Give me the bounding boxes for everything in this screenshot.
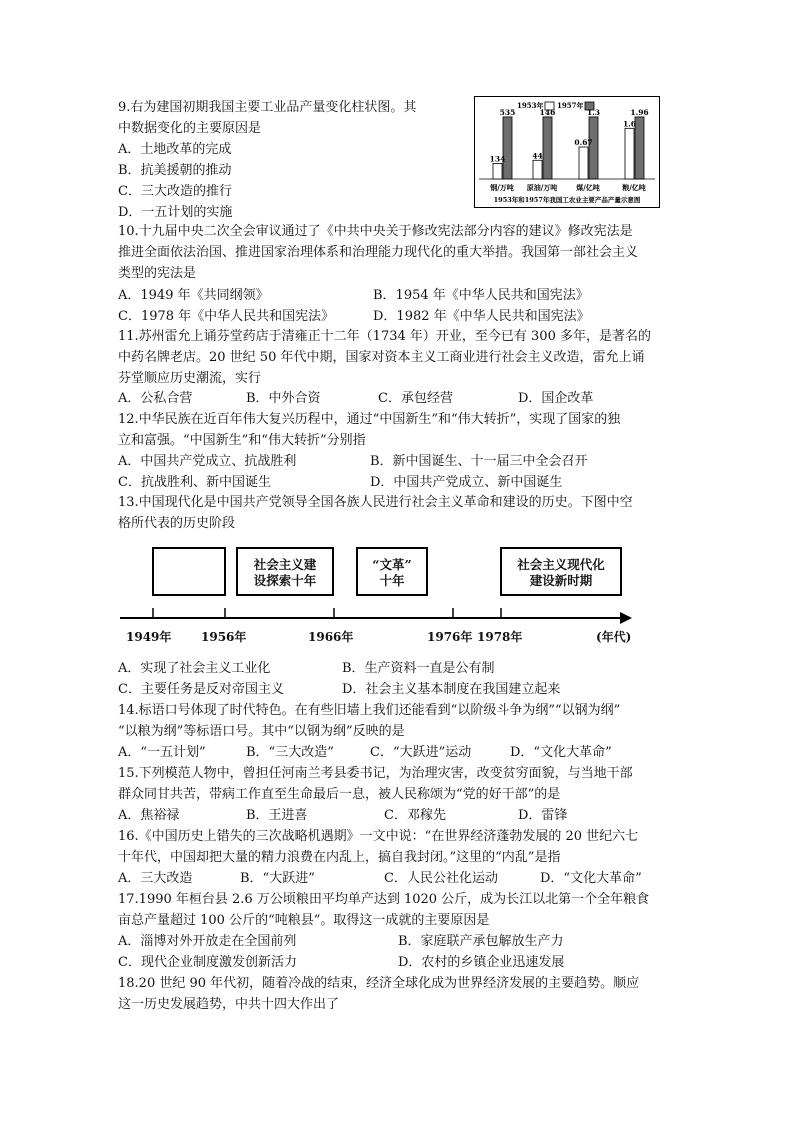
q15-stem-line-2: 群众同甘共苦，带病工作直至生命最后一息，被人民称颂为“党的好干部”的是: [118, 787, 561, 802]
q13-stem-line-2: 格所代表的历史阶段: [118, 516, 236, 531]
q11-option-b: B．中外合资: [246, 391, 321, 406]
timeline-box-exploration-line-1: 社会主义建: [253, 557, 317, 572]
timeline-box-exploration-line-2: 设探索十年: [253, 573, 317, 588]
q12-option-a: A．中国共产党成立、抗战胜利: [118, 454, 297, 469]
q16-stem-line-1: 16.《中国历史上错失的三次战略机遇期》一文中说：“在世界经济蓬勃发展的 20 世纪六七: [118, 829, 639, 844]
q18-stem-line-2: 这一历史发展趋势，中共十四大作出了: [118, 997, 340, 1012]
timeline-year-1966: 1966年: [308, 630, 354, 644]
q16-option-a: A．三大改造: [118, 871, 193, 886]
q10-stem-line-1: 10.十九届中央二次全会审议通过了《中共中央关于修改宪法部分内容的建议》修改宪法是: [118, 224, 633, 239]
legend-label-1957: 1957年: [557, 101, 584, 110]
q15-option-c: C．邓稼先: [384, 808, 446, 823]
q18-stem-line-1: 18.20 世纪 90 年代初，随着冷战的结束，经济全球化成为世界经济发展的主要趋势。顺应: [118, 976, 640, 991]
q15-stem-line-1: 15.下列模范人物中，曾担任河南兰考县委书记，为治理灾害，改变贫穷面貌，与当地干部: [118, 766, 633, 781]
data-label-1953-2: 0.67: [574, 138, 593, 148]
q14-option-a: A．“一五计划”: [118, 745, 206, 760]
q13-option-b: B．生产资料一直是公有制: [342, 661, 495, 676]
timeline-axis: [118, 606, 638, 626]
bar-1953-2: [579, 147, 588, 179]
q10-option-b: B．1954 年《中华人民共和国宪法》: [373, 288, 589, 303]
q14-option-c: C．“大跃进”运动: [370, 745, 472, 760]
timeline-box-new-period-line-2: 建设新时期: [529, 573, 593, 588]
q15-option-a: A．焦裕禄: [118, 808, 180, 823]
category-label-3: 粮/亿吨: [622, 183, 646, 192]
category-label-2: 煤/亿吨: [576, 183, 600, 192]
q17-option-d: D．农村的乡镇企业迅速发展: [398, 955, 565, 970]
q10-option-d: D．1982 年《中华人民共和国宪法》: [373, 309, 590, 324]
timeline-unit-label: (年代): [596, 630, 632, 644]
q12-option-d: D．中国共产党成立、新中国诞生: [370, 475, 563, 490]
bar-1957-2: [589, 117, 598, 179]
bar-1957-3: [635, 117, 644, 179]
data-label-1953-1: 44: [532, 151, 543, 161]
q13-option-d: D．社会主义基本制度在我国建立起来: [342, 682, 561, 697]
q10-stem-line-3: 类型的宪法是: [118, 266, 197, 281]
data-label-1953-0: 134: [489, 154, 506, 164]
q13-option-a: A．实现了社会主义工业化: [118, 661, 271, 676]
q16-option-b: B．“大跃进”: [240, 871, 315, 886]
q13-option-c: C．主要任务是反对帝国主义: [118, 682, 284, 697]
q11-option-a: A．公私合营: [118, 391, 193, 406]
q14-stem-line-1: 14.标语口号体现了时代特色。在有些旧墙上我们还能看到“以阶级斗争为纲”“以钢为纲”: [118, 703, 621, 718]
q9-stem-line-1: 9.右为建国初期我国主要工业品产量变化柱状图。其: [118, 100, 417, 115]
timeline-year-1949: 1949年: [126, 630, 172, 644]
timeline-box-new-period: [500, 547, 622, 596]
timeline-box-cultural-revolution: [356, 547, 428, 596]
q14-stem-line-2: “以粮为纲”等标语口号。其中“以钢为纲”反映的是: [118, 724, 405, 739]
data-label-1953-3: 1.6: [622, 119, 637, 129]
q14-option-b: B．“三大改造”: [246, 745, 334, 760]
q11-option-c: C．承包经营: [378, 391, 453, 406]
q10-option-c: C．1978 年《中华人民共和国宪法》: [118, 309, 335, 324]
q15-option-d: D．雷锋: [518, 808, 568, 823]
q16-stem-line-2: 十年代，中国却把大量的精力浪费在内乱上，搞自我封闭。”这里的“内乱”是指: [118, 850, 561, 865]
bar-1957-0: [503, 117, 512, 179]
timeline-box-exploration: [236, 547, 334, 596]
q17-option-b: B．家庭联产承包解放生产力: [398, 934, 564, 949]
q9-stem-line-2: 中数据变化的主要原因是: [118, 121, 262, 136]
q13-stem-line-1: 13.中国现代化是中国共产党领导全国各族人民进行社会主义革命和建设的历史。下图中空: [118, 495, 633, 510]
legend-label-1953: 1953年: [517, 101, 544, 110]
data-label-1957-0: 535: [499, 107, 516, 117]
q14-option-d: D．“文化大革命”: [510, 745, 612, 760]
q10-stem-line-2: 推进全面依法治国、推进国家治理体系和治理能力现代化的重大举措。我国第一部社会主义: [118, 245, 639, 260]
chart-title: 1953年和1957年我国工农业主要产品产量示意图: [493, 196, 641, 204]
data-label-1957-2: 1.3: [586, 107, 601, 117]
bar-1957-1: [543, 117, 552, 179]
q9-option-d: D．一五计划的实施: [118, 205, 233, 220]
q12-option-c: C．抗战胜利、新中国诞生: [118, 475, 271, 490]
timeline-year-1976: 1976年: [427, 630, 473, 644]
q16-option-d: D．“文化大革命”: [540, 871, 642, 886]
q11-stem-line-1: 11.苏州雷允上诵芬堂药店于清雍正十二年（1734 年）开业，至今已有 300 多年，是著名的: [118, 329, 651, 344]
q17-stem-line-1: 17.1990 年桓台县 2.6 万公顷粮田平均单产达到 1020 公斤，成为长江以北第一个全年粮食: [118, 892, 650, 907]
q17-option-c: C．现代企业制度激发创新活力: [118, 955, 297, 970]
production-bar-chart: [474, 96, 660, 208]
q12-stem-line-2: 立和富强。“中国新生”和“伟大转折”分别指: [118, 433, 366, 448]
timeline-box-cr-line-2: 十年: [379, 573, 405, 588]
category-label-1: 原油/万吨: [526, 183, 558, 192]
data-label-1957-1: 146: [539, 107, 556, 117]
q16-option-c: C．人民公社化运动: [384, 871, 498, 886]
category-label-0: 钢/万吨: [490, 183, 514, 192]
timeline-year-1978: 1978年: [477, 630, 523, 644]
bar-1953-1: [533, 160, 542, 179]
bar-1953-3: [625, 128, 634, 179]
q11-stem-line-3: 芬堂顺应历史潮流，实行: [118, 371, 262, 386]
timeline-box-new-period-line-1: 社会主义现代化: [517, 557, 605, 572]
q12-stem-line-1: 12.中华民族在近百年伟大复兴历程中，通过“中国新生”和“伟大转折”，实现了国家的独: [118, 412, 621, 427]
q10-option-a: A．1949 年《共同纲领》: [118, 288, 269, 303]
timeline-box-cr-line-1: “文革”: [372, 557, 412, 572]
chart-svg: [475, 97, 659, 207]
q11-stem-line-2: 中药名牌老店。20 世纪 50 年代中期，国家对资本主义工商业进行社会主义改造，雷允上诵: [118, 350, 645, 365]
q17-stem-line-2: 亩总产量超过 100 公斤的“吨粮县”。取得这一成就的主要原因是: [118, 913, 490, 928]
q12-option-b: B．新中国诞生、十一届三中全会召开: [370, 454, 588, 469]
q9-option-c: C．三大改造的推行: [118, 184, 232, 199]
q9-option-b: B．抗美援朝的推动: [118, 163, 232, 178]
q11-option-d: D．国企改革: [518, 391, 594, 406]
bar-1953-0: [493, 163, 502, 179]
q17-option-a: A．淄博对外开放走在全国前列: [118, 934, 297, 949]
data-label-1957-3: 1.96: [630, 107, 649, 117]
timeline-year-1956: 1956年: [201, 630, 247, 644]
q15-option-b: B．王进喜: [246, 808, 308, 823]
timeline-blank-box: [152, 547, 226, 596]
q9-option-a: A．土地改革的完成: [118, 142, 232, 157]
